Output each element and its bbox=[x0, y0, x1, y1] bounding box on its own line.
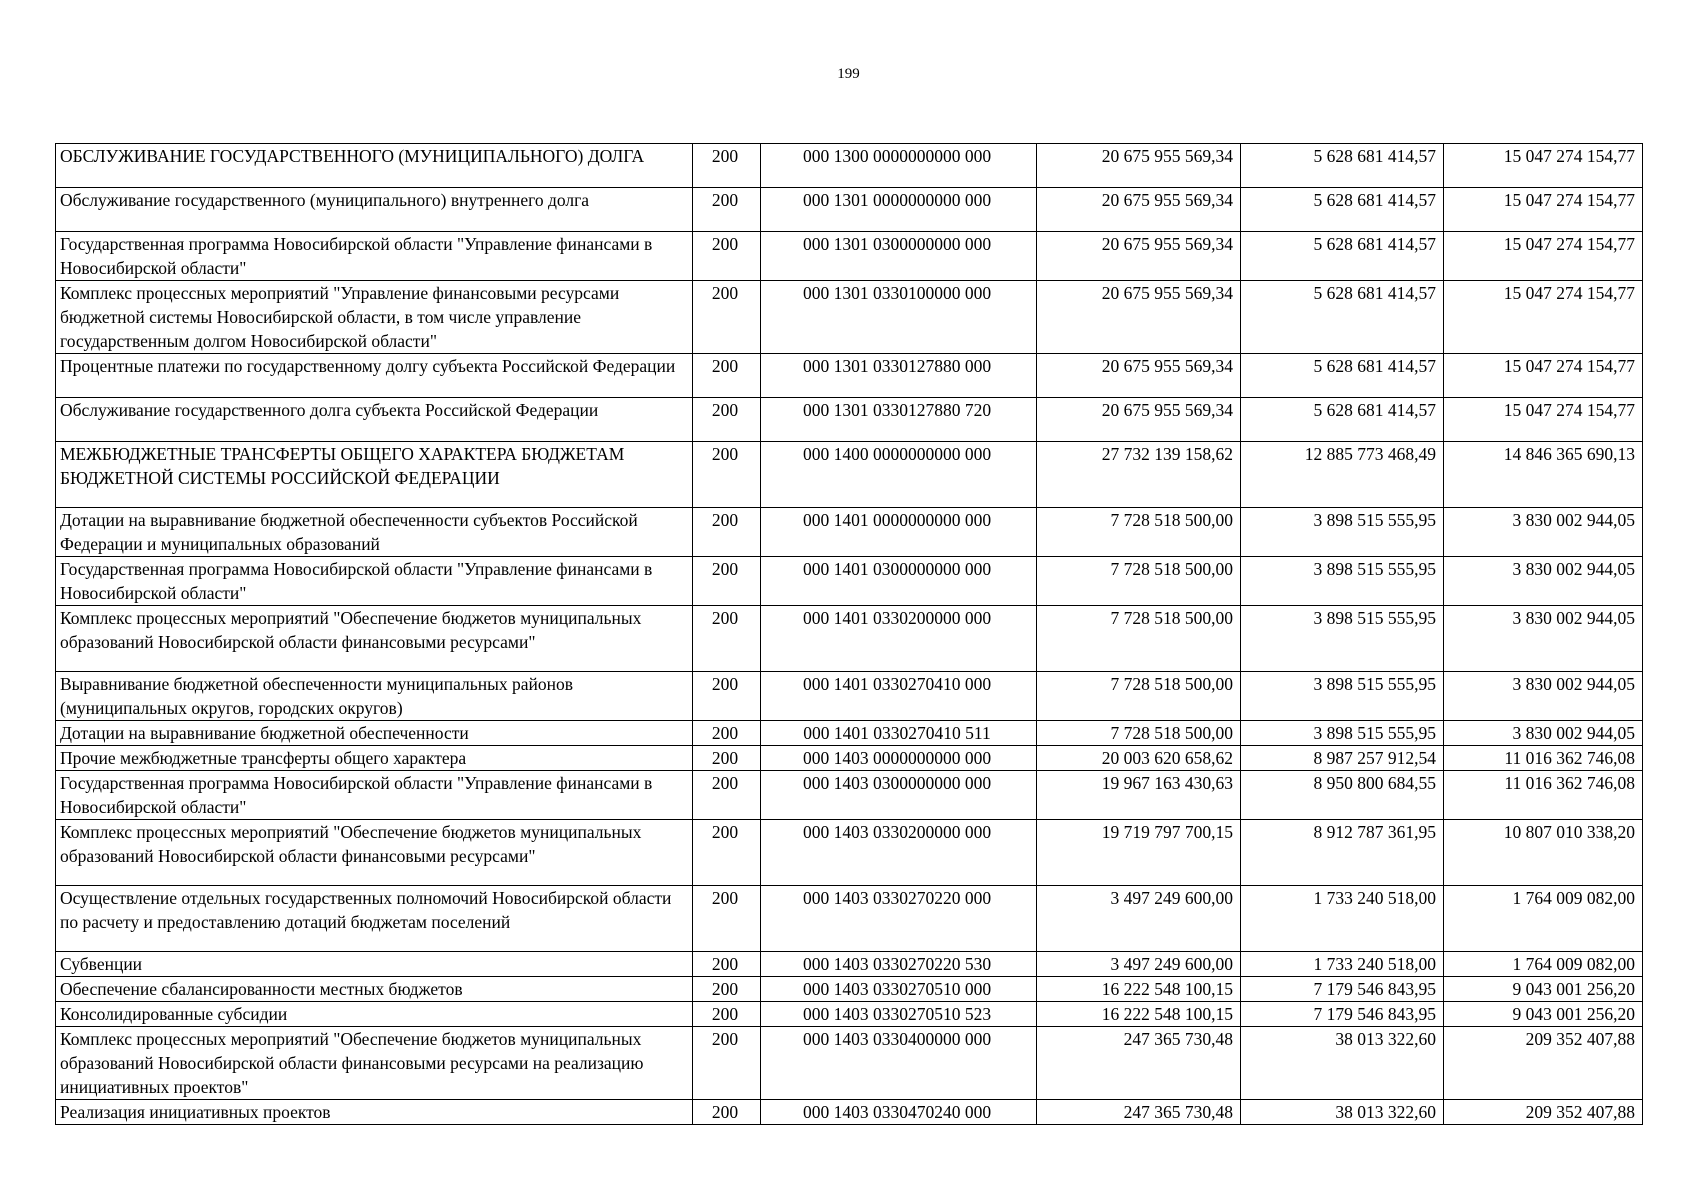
row-remaining-amount-cell: 11 016 362 746,08 bbox=[1444, 746, 1643, 771]
row-classification-cell: 000 1301 0000000000 000 bbox=[761, 188, 1037, 232]
row-approved-amount-cell: 20 675 955 569,34 bbox=[1037, 144, 1241, 188]
row-code-cell: 200 bbox=[693, 952, 761, 977]
row-name-cell: Обслуживание государственного (муниципального) внутреннего долга bbox=[56, 188, 693, 232]
table-row bbox=[56, 820, 1643, 886]
row-code-cell: 200 bbox=[693, 886, 761, 952]
table-row bbox=[56, 398, 1643, 442]
row-remaining-amount-cell: 3 830 002 944,05 bbox=[1444, 721, 1643, 746]
table-row bbox=[56, 721, 1643, 746]
row-remaining-amount-cell: 15 047 274 154,77 bbox=[1444, 144, 1643, 188]
row-executed-amount-cell: 1 733 240 518,00 bbox=[1241, 886, 1444, 952]
row-remaining-amount-cell: 3 830 002 944,05 bbox=[1444, 508, 1643, 557]
row-code-cell: 200 bbox=[693, 144, 761, 188]
row-classification-cell: 000 1403 0000000000 000 bbox=[761, 746, 1037, 771]
row-name-cell: Государственная программа Новосибирской области "Управление финансами в Новосибирской области" bbox=[56, 771, 693, 820]
row-code-cell: 200 bbox=[693, 977, 761, 1002]
row-approved-amount-cell: 27 732 139 158,62 bbox=[1037, 442, 1241, 508]
row-approved-amount-cell: 20 675 955 569,34 bbox=[1037, 232, 1241, 281]
row-name-cell: МЕЖБЮДЖЕТНЫЕ ТРАНСФЕРТЫ ОБЩЕГО ХАРАКТЕРА БЮДЖЕТАМ БЮДЖЕТНОЙ СИСТЕМЫ РОССИЙСКОЙ ФЕДЕРАЦИИ bbox=[56, 442, 693, 508]
row-executed-amount-cell: 5 628 681 414,57 bbox=[1241, 144, 1444, 188]
table-row bbox=[56, 886, 1643, 952]
row-approved-amount-cell: 247 365 730,48 bbox=[1037, 1100, 1241, 1125]
table-row bbox=[56, 1100, 1643, 1125]
row-approved-amount-cell: 3 497 249 600,00 bbox=[1037, 886, 1241, 952]
table-row bbox=[56, 442, 1643, 508]
row-name-cell: Комплекс процессных мероприятий "Обеспечение бюджетов муниципальных образований Новосибирской области финансовыми ресурсами на реализацию инициативных проектов" bbox=[56, 1027, 693, 1100]
row-classification-cell: 000 1301 0300000000 000 bbox=[761, 232, 1037, 281]
row-name-cell: Дотации на выравнивание бюджетной обеспеченности bbox=[56, 721, 693, 746]
row-name-cell: Комплекс процессных мероприятий "Управление финансовыми ресурсами бюджетной системы Новосибирской области, в том числе управление государственным долгом Новосибирской области" bbox=[56, 281, 693, 354]
row-executed-amount-cell: 8 950 800 684,55 bbox=[1241, 771, 1444, 820]
table-row bbox=[56, 557, 1643, 606]
row-executed-amount-cell: 1 733 240 518,00 bbox=[1241, 952, 1444, 977]
row-classification-cell: 000 1300 0000000000 000 bbox=[761, 144, 1037, 188]
row-name-cell: Осуществление отдельных государственных полномочий Новосибирской области по расчету и предоставлению дотаций бюджетам поселений bbox=[56, 886, 693, 952]
row-remaining-amount-cell: 15 047 274 154,77 bbox=[1444, 354, 1643, 398]
row-name-cell: Государственная программа Новосибирской области "Управление финансами в Новосибирской области" bbox=[56, 232, 693, 281]
row-approved-amount-cell: 20 675 955 569,34 bbox=[1037, 354, 1241, 398]
row-classification-cell: 000 1301 0330127880 720 bbox=[761, 398, 1037, 442]
row-approved-amount-cell: 3 497 249 600,00 bbox=[1037, 952, 1241, 977]
row-name-cell: Государственная программа Новосибирской области "Управление финансами в Новосибирской области" bbox=[56, 557, 693, 606]
row-executed-amount-cell: 38 013 322,60 bbox=[1241, 1100, 1444, 1125]
page-number: 199 bbox=[837, 66, 860, 82]
row-approved-amount-cell: 7 728 518 500,00 bbox=[1037, 672, 1241, 721]
row-remaining-amount-cell: 15 047 274 154,77 bbox=[1444, 232, 1643, 281]
table-row bbox=[56, 952, 1643, 977]
row-code-cell: 200 bbox=[693, 442, 761, 508]
row-code-cell: 200 bbox=[693, 1100, 761, 1125]
row-name-cell: Комплекс процессных мероприятий "Обеспечение бюджетов муниципальных образований Новосибирской области финансовыми ресурсами" bbox=[56, 606, 693, 672]
table-row bbox=[56, 606, 1643, 672]
row-executed-amount-cell: 7 179 546 843,95 bbox=[1241, 1002, 1444, 1027]
row-approved-amount-cell: 7 728 518 500,00 bbox=[1037, 508, 1241, 557]
row-executed-amount-cell: 3 898 515 555,95 bbox=[1241, 557, 1444, 606]
row-code-cell: 200 bbox=[693, 746, 761, 771]
row-name-cell: Реализация инициативных проектов bbox=[56, 1100, 693, 1125]
row-name-cell: Комплекс процессных мероприятий "Обеспечение бюджетов муниципальных образований Новосибирской области финансовыми ресурсами" bbox=[56, 820, 693, 886]
row-name-cell: Выравнивание бюджетной обеспеченности муниципальных районов (муниципальных округов, городских округов) bbox=[56, 672, 693, 721]
row-code-cell: 200 bbox=[693, 771, 761, 820]
row-executed-amount-cell: 5 628 681 414,57 bbox=[1241, 232, 1444, 281]
row-name-cell: Прочие межбюджетные трансферты общего характера bbox=[56, 746, 693, 771]
row-classification-cell: 000 1403 0330200000 000 bbox=[761, 820, 1037, 886]
row-remaining-amount-cell: 15 047 274 154,77 bbox=[1444, 398, 1643, 442]
row-approved-amount-cell: 7 728 518 500,00 bbox=[1037, 557, 1241, 606]
row-code-cell: 200 bbox=[693, 606, 761, 672]
table-row bbox=[56, 1002, 1643, 1027]
row-classification-cell: 000 1403 0330270510 000 bbox=[761, 977, 1037, 1002]
row-executed-amount-cell: 5 628 681 414,57 bbox=[1241, 398, 1444, 442]
row-remaining-amount-cell: 11 016 362 746,08 bbox=[1444, 771, 1643, 820]
table-row bbox=[56, 977, 1643, 1002]
row-remaining-amount-cell: 209 352 407,88 bbox=[1444, 1100, 1643, 1125]
row-name-cell: Обеспечение сбалансированности местных бюджетов bbox=[56, 977, 693, 1002]
table-row bbox=[56, 144, 1643, 188]
row-code-cell: 200 bbox=[693, 398, 761, 442]
row-executed-amount-cell: 3 898 515 555,95 bbox=[1241, 672, 1444, 721]
row-remaining-amount-cell: 9 043 001 256,20 bbox=[1444, 1002, 1643, 1027]
table-row bbox=[56, 354, 1643, 398]
row-remaining-amount-cell: 3 830 002 944,05 bbox=[1444, 606, 1643, 672]
budget-table bbox=[55, 143, 1643, 1125]
row-classification-cell: 000 1401 0300000000 000 bbox=[761, 557, 1037, 606]
budget-table-body bbox=[56, 144, 1643, 1125]
table-row bbox=[56, 508, 1643, 557]
table-row bbox=[56, 188, 1643, 232]
row-code-cell: 200 bbox=[693, 1027, 761, 1100]
table-row bbox=[56, 746, 1643, 771]
row-code-cell: 200 bbox=[693, 721, 761, 746]
row-name-cell: Субвенции bbox=[56, 952, 693, 977]
table-row bbox=[56, 232, 1643, 281]
row-classification-cell: 000 1400 0000000000 000 bbox=[761, 442, 1037, 508]
table-row bbox=[56, 281, 1643, 354]
row-approved-amount-cell: 247 365 730,48 bbox=[1037, 1027, 1241, 1100]
row-classification-cell: 000 1403 0330470240 000 bbox=[761, 1100, 1037, 1125]
row-executed-amount-cell: 3 898 515 555,95 bbox=[1241, 508, 1444, 557]
row-approved-amount-cell: 7 728 518 500,00 bbox=[1037, 721, 1241, 746]
row-approved-amount-cell: 7 728 518 500,00 bbox=[1037, 606, 1241, 672]
row-approved-amount-cell: 20 675 955 569,34 bbox=[1037, 281, 1241, 354]
row-remaining-amount-cell: 3 830 002 944,05 bbox=[1444, 557, 1643, 606]
row-classification-cell: 000 1403 0330400000 000 bbox=[761, 1027, 1037, 1100]
row-code-cell: 200 bbox=[693, 557, 761, 606]
row-executed-amount-cell: 8 987 257 912,54 bbox=[1241, 746, 1444, 771]
row-executed-amount-cell: 3 898 515 555,95 bbox=[1241, 606, 1444, 672]
row-code-cell: 200 bbox=[693, 1002, 761, 1027]
row-approved-amount-cell: 20 675 955 569,34 bbox=[1037, 398, 1241, 442]
row-remaining-amount-cell: 15 047 274 154,77 bbox=[1444, 281, 1643, 354]
row-remaining-amount-cell: 15 047 274 154,77 bbox=[1444, 188, 1643, 232]
row-code-cell: 200 bbox=[693, 820, 761, 886]
row-name-cell: ОБСЛУЖИВАНИЕ ГОСУДАРСТВЕННОГО (МУНИЦИПАЛЬНОГО) ДОЛГА bbox=[56, 144, 693, 188]
row-executed-amount-cell: 8 912 787 361,95 bbox=[1241, 820, 1444, 886]
row-classification-cell: 000 1403 0300000000 000 bbox=[761, 771, 1037, 820]
row-executed-amount-cell: 5 628 681 414,57 bbox=[1241, 281, 1444, 354]
row-classification-cell: 000 1401 0330200000 000 bbox=[761, 606, 1037, 672]
row-approved-amount-cell: 20 675 955 569,34 bbox=[1037, 188, 1241, 232]
row-code-cell: 200 bbox=[693, 672, 761, 721]
row-classification-cell: 000 1403 0330270220 000 bbox=[761, 886, 1037, 952]
row-executed-amount-cell: 3 898 515 555,95 bbox=[1241, 721, 1444, 746]
row-remaining-amount-cell: 1 764 009 082,00 bbox=[1444, 886, 1643, 952]
row-code-cell: 200 bbox=[693, 281, 761, 354]
row-remaining-amount-cell: 1 764 009 082,00 bbox=[1444, 952, 1643, 977]
row-code-cell: 200 bbox=[693, 508, 761, 557]
row-name-cell: Консолидированные субсидии bbox=[56, 1002, 693, 1027]
row-approved-amount-cell: 19 719 797 700,15 bbox=[1037, 820, 1241, 886]
row-classification-cell: 000 1401 0330270410 000 bbox=[761, 672, 1037, 721]
row-remaining-amount-cell: 9 043 001 256,20 bbox=[1444, 977, 1643, 1002]
row-remaining-amount-cell: 3 830 002 944,05 bbox=[1444, 672, 1643, 721]
table-row bbox=[56, 1027, 1643, 1100]
row-executed-amount-cell: 12 885 773 468,49 bbox=[1241, 442, 1444, 508]
row-executed-amount-cell: 7 179 546 843,95 bbox=[1241, 977, 1444, 1002]
row-classification-cell: 000 1401 0330270410 511 bbox=[761, 721, 1037, 746]
row-classification-cell: 000 1403 0330270220 530 bbox=[761, 952, 1037, 977]
row-code-cell: 200 bbox=[693, 354, 761, 398]
table-row bbox=[56, 672, 1643, 721]
row-remaining-amount-cell: 209 352 407,88 bbox=[1444, 1027, 1643, 1100]
row-executed-amount-cell: 38 013 322,60 bbox=[1241, 1027, 1444, 1100]
row-name-cell: Процентные платежи по государственному долгу субъекта Российской Федерации bbox=[56, 354, 693, 398]
row-classification-cell: 000 1301 0330100000 000 bbox=[761, 281, 1037, 354]
row-remaining-amount-cell: 14 846 365 690,13 bbox=[1444, 442, 1643, 508]
row-approved-amount-cell: 16 222 548 100,15 bbox=[1037, 977, 1241, 1002]
row-code-cell: 200 bbox=[693, 232, 761, 281]
row-code-cell: 200 bbox=[693, 188, 761, 232]
row-approved-amount-cell: 16 222 548 100,15 bbox=[1037, 1002, 1241, 1027]
table-row bbox=[56, 771, 1643, 820]
row-executed-amount-cell: 5 628 681 414,57 bbox=[1241, 188, 1444, 232]
row-approved-amount-cell: 19 967 163 430,63 bbox=[1037, 771, 1241, 820]
row-name-cell: Обслуживание государственного долга субъекта Российской Федерации bbox=[56, 398, 693, 442]
row-classification-cell: 000 1401 0000000000 000 bbox=[761, 508, 1037, 557]
row-classification-cell: 000 1403 0330270510 523 bbox=[761, 1002, 1037, 1027]
row-name-cell: Дотации на выравнивание бюджетной обеспеченности субъектов Российской Федерации и муниципальных образований bbox=[56, 508, 693, 557]
row-remaining-amount-cell: 10 807 010 338,20 bbox=[1444, 820, 1643, 886]
row-classification-cell: 000 1301 0330127880 000 bbox=[761, 354, 1037, 398]
row-executed-amount-cell: 5 628 681 414,57 bbox=[1241, 354, 1444, 398]
row-approved-amount-cell: 20 003 620 658,62 bbox=[1037, 746, 1241, 771]
